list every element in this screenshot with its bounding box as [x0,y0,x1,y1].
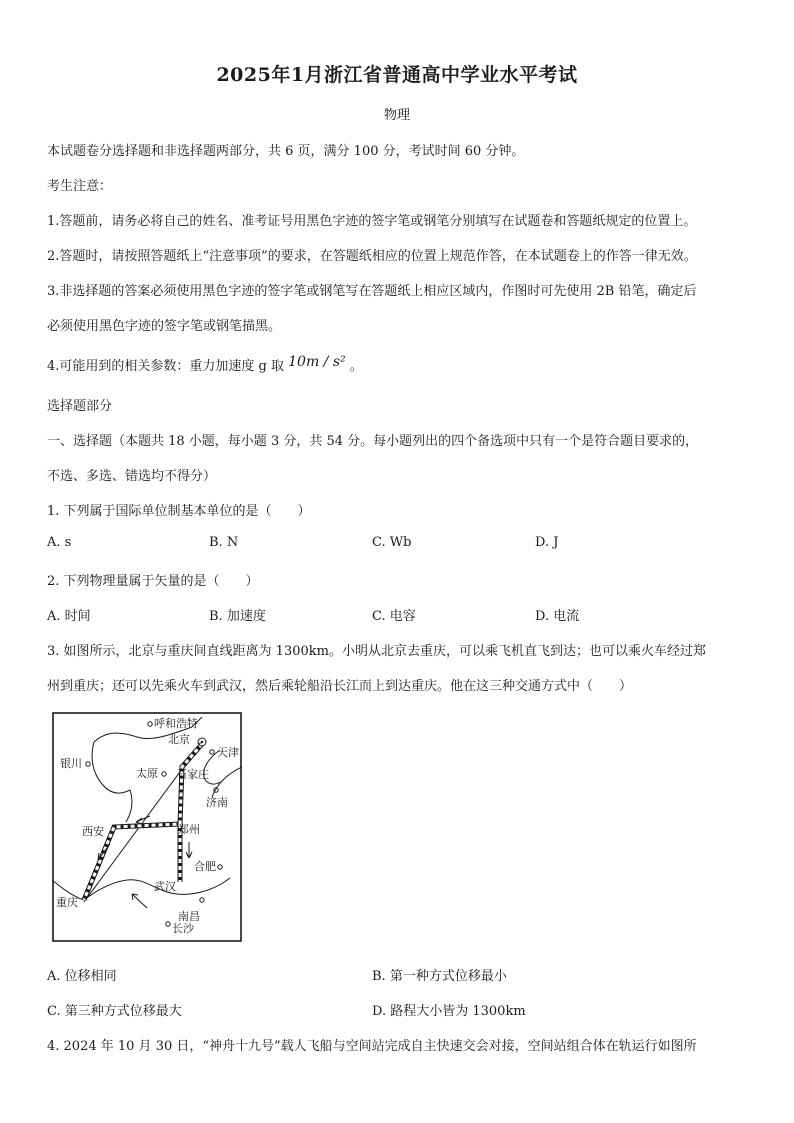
q3-option-c: C. 第三种方式位移最大 [47,1004,182,1019]
notice-4-end: 。 [349,359,363,374]
question-4-stem: 4. 2024 年 10 月 30 日，“神舟十九号”载人飞船与空间站完成自主快速交会对接，空间站组合体在轨运行如图所 [47,1039,697,1054]
label-hefei: 合肥 [194,860,216,873]
q2-option-b: B. 加速度 [209,609,266,624]
china-route-map [52,712,242,942]
q3-option-a: A. 位移相同 [47,969,117,984]
q3-option-b: B. 第一种方式位移最小 [372,969,507,984]
question-2-stem: 2. 下列物理量属于矢量的是（ ） [47,574,259,589]
notice-4-text: 4.可能用到的相关参数：重力加速度 g 取 [47,359,284,374]
q1-option-d: D. J [535,535,559,550]
section-instructions-continued: 不选、多选、错选均不得分） [47,469,217,484]
label-changsha: 长沙 [172,922,194,935]
exam-title: 2025年1月浙江省普通高中学业水平考试 [216,64,578,86]
question-3-stem: 3. 如图所示，北京与重庆间直线距离为 1300km。小明从北京去重庆，可以乘飞机直飞到达；也可以乘火车经过郑 [47,644,706,659]
label-jinan: 济南 [206,796,228,809]
label-tianjin: 天津 [217,746,239,759]
notice-3: 3.非选择题的答案必须使用黑色字迹的签字笔或钢笔写在答题纸上相应区域内，作图时可先使用 2B 铅笔，确定后 [47,284,697,299]
q1-option-b: B. N [209,535,239,550]
label-shijiazhuang: 石家庄 [176,768,209,781]
label-beijing: 北京 [168,733,190,746]
label-zhengzhou: 郑州 [178,823,200,836]
part-title: 选择题部分 [47,399,113,414]
gravity-value: 10m / s² [288,354,346,370]
notice-3-continued: 必须使用黑色字迹的签字笔或钢笔描黑。 [47,319,282,334]
section-instructions: 一、选择题（本题共 18 小题，每小题 3 分，共 54 分。每小题列出的四个备选项中只有一个是符合题目要求的， [47,434,699,449]
label-huhehaote: 呼和浩特 [154,717,198,730]
label-chongqing: 重庆 [56,896,78,909]
q1-option-c: C. Wb [372,535,412,550]
question-1-stem: 1. 下列属于国际单位制基本单位的是（ ） [47,504,311,519]
label-taiyuan: 太原 [136,767,158,780]
label-yinchuan: 银川 [60,757,82,770]
q2-option-d: D. 电流 [535,609,580,624]
intro-text: 本试题卷分选择题和非选择题两部分，共 6 页，满分 100 分，考试时间 60 分钟。 [47,144,525,159]
notice-title: 考生注意： [47,179,113,194]
label-xian: 西安 [82,825,104,838]
label-wuhan: 武汉 [154,880,176,893]
notice-2: 2.答题时，请按照答题纸上“注意事项”的要求，在答题纸相应的位置上规范作答，在本试题卷上的作答一律无效。 [47,249,697,264]
q3-option-d: D. 路程大小皆为 1300km [372,1004,526,1019]
q2-option-c: C. 电容 [372,609,416,624]
exam-subject: 物理 [383,108,410,123]
notice-1: 1.答题前，请务必将自己的姓名、准考证号用黑色字迹的签字笔或钢笔分别填写在试题卷和答题纸规定的位置上。 [47,214,697,229]
q1-option-a: A. s [47,535,72,550]
label-nanchang: 南昌 [178,910,200,923]
q2-option-a: A. 时间 [47,609,91,624]
question-3-stem-continued: 州到重庆；还可以先乘火车到武汉，然后乘轮船沿长江而上到达重庆。他在这三种交通方式中（ ） [47,679,633,694]
notice-4 [47,355,363,374]
